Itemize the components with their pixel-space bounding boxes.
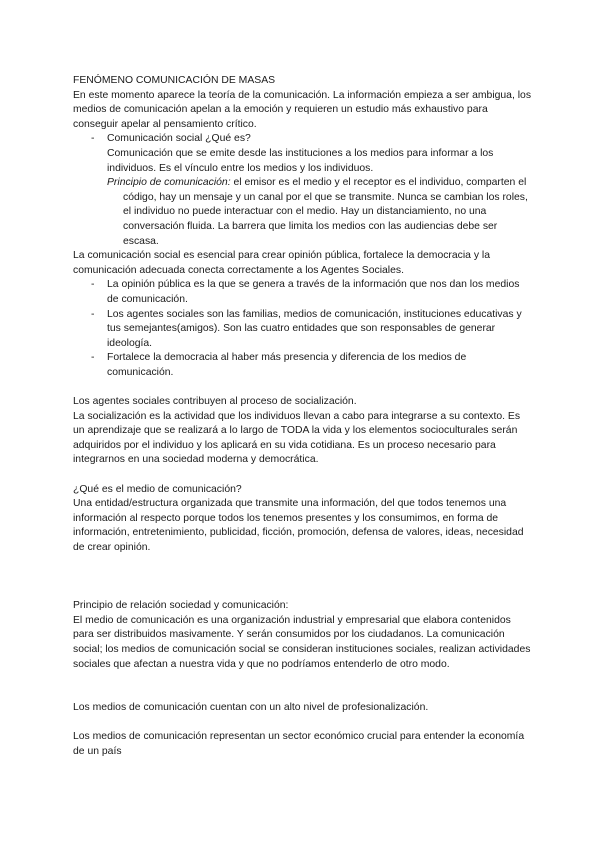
spacer xyxy=(73,716,533,731)
principle-heading: Principio de relación sociedad y comunicación: xyxy=(73,600,289,612)
spacer xyxy=(73,672,533,701)
spacer xyxy=(73,556,533,585)
document-page xyxy=(73,74,533,760)
list-item xyxy=(73,132,533,147)
paragraph-socialization: La socialización es la actividad que los individuos llevan a cabo para integrarse a su contexto. Es un aprendizaje que se realizará a lo largo de TODA la vida y los elementos socioculturales serán adquiridos por el individuo y los aplicará en su vida cotidiana. Es un proceso necesario para integrarnos en una sociedad moderna y democrática. xyxy=(73,410,521,466)
spacer xyxy=(73,380,533,395)
paragraph-professionalization: Los medios de comunicación cuentan con un alto nivel de profesionalización. xyxy=(73,702,429,714)
paragraph-relation: El medio de comunicación es una organización industrial y empresarial que elabora contenidos para ser distribuidos masivamente. Y serán consumidos por los ciudadanos. La comunicación social; los medios de comunicación social se consideran instituciones sociales, realizan actividades sociales que afectan a nuestra vida y que no podríamos entenderlo de otro modo. xyxy=(73,614,531,670)
paragraph-agents: Los agentes sociales contribuyen al proceso de socialización. xyxy=(73,396,357,408)
list-item: - Los agentes sociales son las familias, medios de comunicación, instituciones educativas y tus semejantes(amigos). Son las cuatro entidades que son responsables de generar ideología. xyxy=(73,308,533,352)
question-heading: ¿Qué es el medio de comunicación? xyxy=(73,483,242,495)
paragraph-social-communication: La comunicación social es esencial para crear opinión pública, fortalece la democracia y la comunicación adecuada conecta correctamente a los Agentes Sociales. xyxy=(73,250,491,276)
list-item: - La opinión pública es la que se genera a través de la información que nos dan los medios de comunicación. xyxy=(73,278,533,307)
spacer xyxy=(73,468,533,483)
principle-label: Principio de comunicación: xyxy=(107,177,231,189)
agents-list xyxy=(73,278,533,380)
intro-paragraph: En este momento aparece la teoría de la comunicación. La información empieza a ser ambigua, los medios de comunicación apelan a la emoción y requieren un estudio más exhaustivo para conseguir apelar al pensamiento crítico. xyxy=(73,89,532,130)
principle-text: el emisor es el medio y el receptor es el individuo, comparten el código, hay un mensaje y un canal por el que se transmite. Nunca se cambian los roles, el individuo no puede interactuar con el medio. Hay un distanciamiento, no una conversación fluida. La barrera que limita los medios con las audiencias debe ser escasa. xyxy=(123,177,528,247)
spacer xyxy=(73,585,533,600)
list-item-label: Comunicación social ¿Qué es? xyxy=(107,133,251,145)
social-communication-description: Comunicación que se emite desde las instituciones a los medios para informar a los individuos. Es el vínculo entre los medios y los individuos. xyxy=(107,147,494,174)
paragraph-medium-definition: Una entidad/estructura organizada que transmite una información, del que todos tenemos una información al respecto porque todos los tenemos presentes y los consumimos, en forma de información, entretenimiento, publicidad, ficción, promoción, defensa de valores, ideas, necesidad de crear opinión. xyxy=(73,498,524,553)
paragraph-economy: Los medios de comunicación representan un sector económico crucial para entender la economía de un país xyxy=(73,731,525,757)
social-communication-list xyxy=(73,132,533,147)
document-title: FENÓMENO COMUNICACIÓN DE MASAS xyxy=(73,75,276,86)
list-item: - Fortalece la democracia al haber más presencia y diferencia de los medios de comunicación. xyxy=(73,351,533,380)
communication-principle xyxy=(73,176,533,249)
